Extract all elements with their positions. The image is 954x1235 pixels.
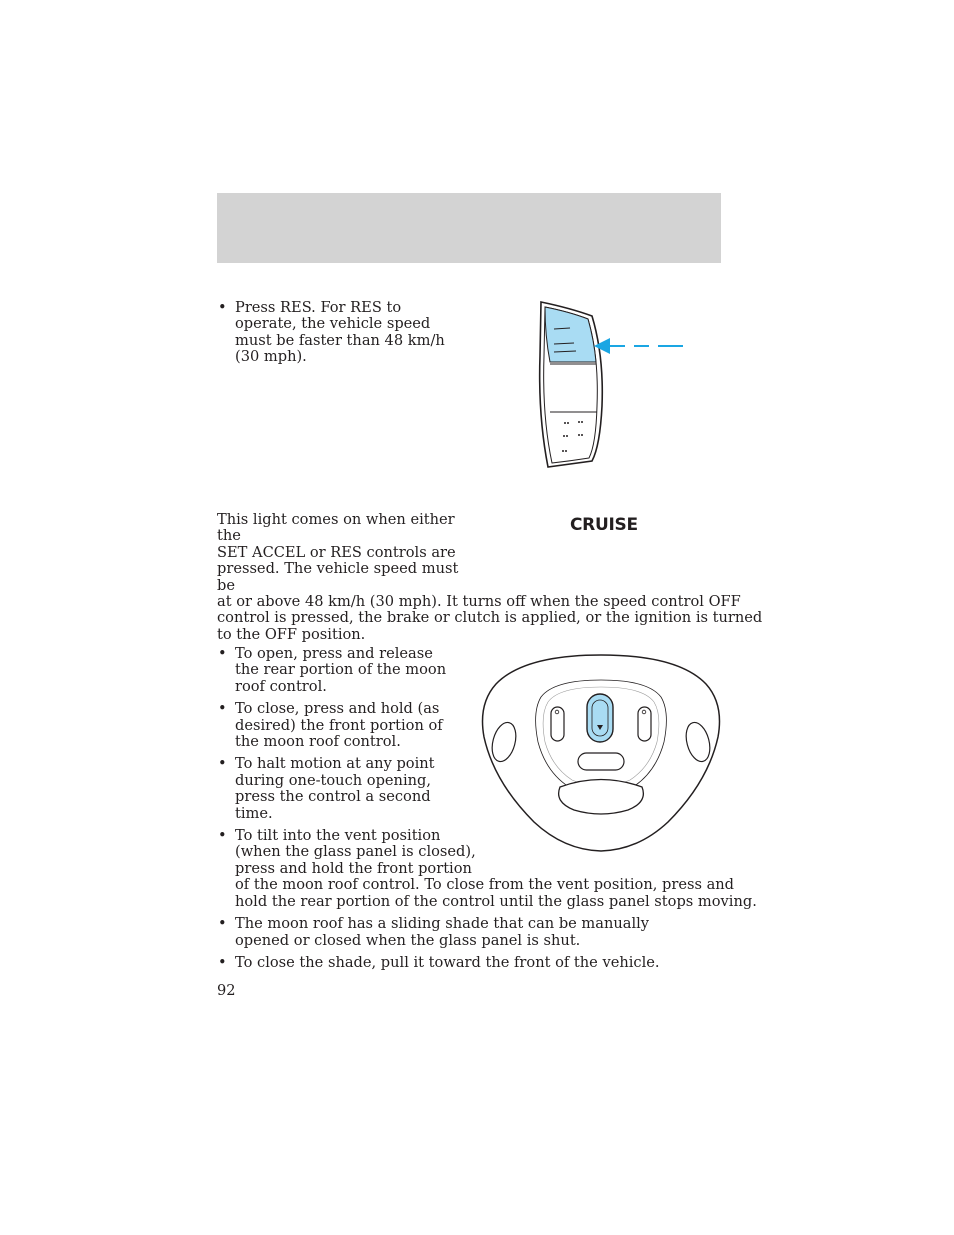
cruise-light-description (217, 511, 763, 643)
text-line: pressed. The vehicle speed must be (217, 560, 459, 594)
text-line: at or above 48 km/h (30 mph). It turns off when the speed control OFF (217, 593, 741, 611)
text-line: to the OFF position. (217, 625, 366, 643)
section-header-band (217, 193, 721, 263)
text-line: of the moon roof control. To close from the vent position, press and (235, 876, 735, 894)
list-item: • The moon roof has a sliding shade that can be manually opened or closed when the glass panel is shut. (217, 916, 722, 949)
pointer-arrow-icon (594, 338, 683, 354)
moon-roof-instructions-list (217, 645, 757, 977)
text-line: • To tilt into the vent position (235, 827, 441, 845)
text-line: This light comes on when either the (217, 511, 455, 545)
res-instructions-list (217, 300, 467, 366)
list-item: • To close the shade, pull it toward the front of the vehicle. (217, 955, 722, 971)
list-item (217, 827, 757, 910)
list-item: • To open, press and release the rear portion of the moon roof control. (217, 646, 722, 695)
page-number: 92 (217, 982, 236, 999)
list-item: • To close, press and hold (as desired) the front portion of the moon roof control. (217, 701, 722, 750)
list-item: • To halt motion at any point during one-touch opening, press the control a second time. (217, 756, 722, 822)
list-item: • Press RES. For RES to operate, the vehicle speed must be faster than 48 km/h (30 mph). (217, 300, 467, 366)
cruise-indicator-label: CRUISE (570, 515, 638, 535)
text-line: control is pressed, the brake or clutch is applied, or the ignition is turned (217, 609, 763, 627)
text-line: SET ACCEL or RES controls are (217, 543, 456, 561)
text-line: press and hold the front portion (235, 859, 472, 877)
speed-control-switch-illustration (530, 296, 700, 476)
text-line: hold the rear portion of the control until the glass panel stops moving. (235, 892, 757, 910)
text-line: (when the glass panel is closed), (235, 843, 476, 861)
